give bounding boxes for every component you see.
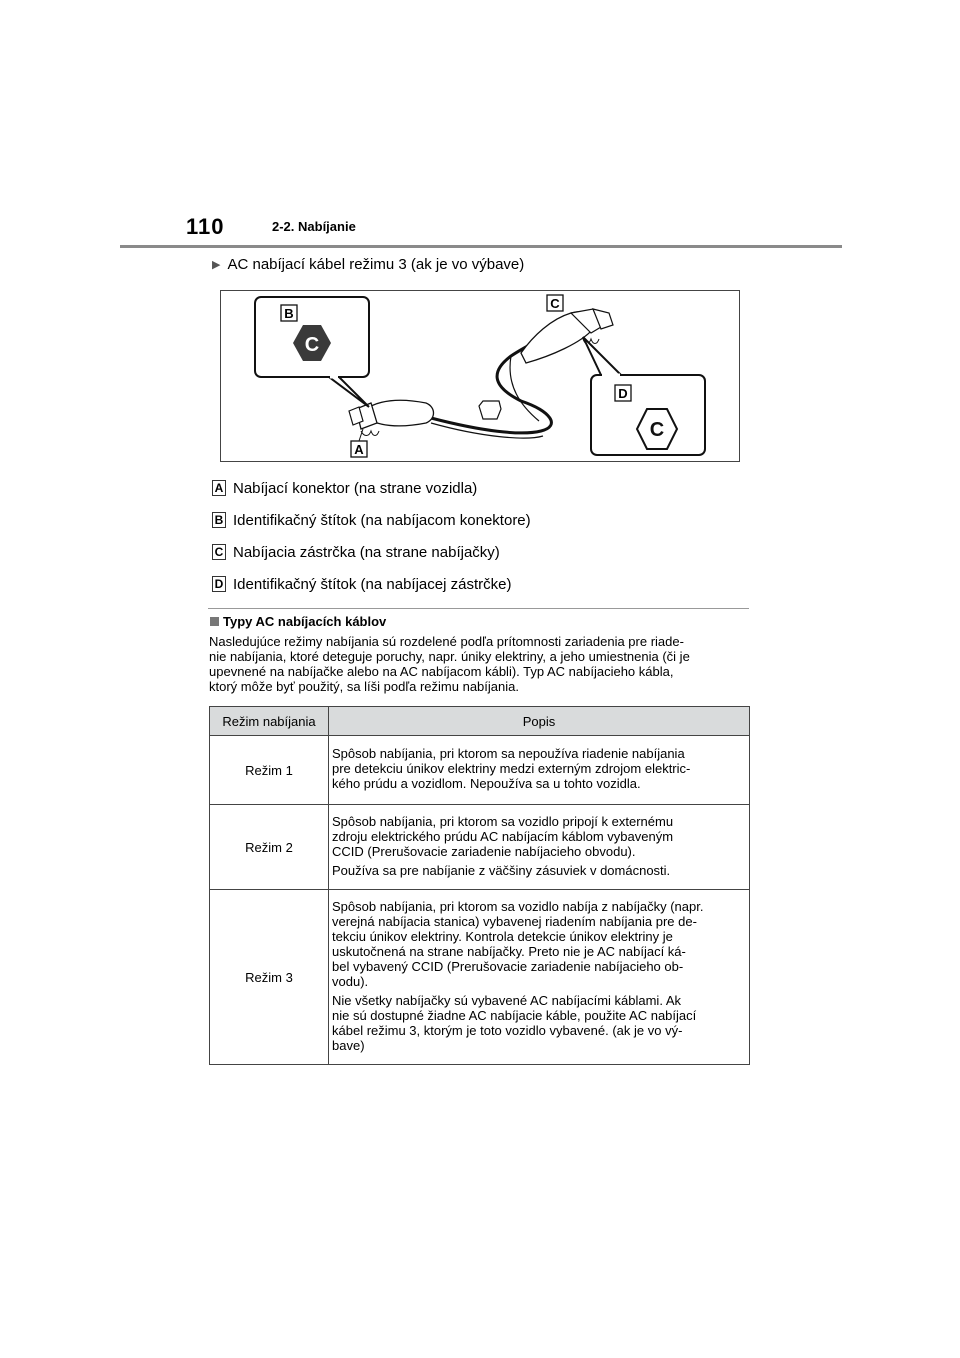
intro-line: nie nabíjania, ktoré deteguje poruchy, napr. úniky elektriny, a jeho umiestnenia (či je (209, 649, 690, 664)
text-line: Nie všetky nabíjačky sú vybavené AC nabíjacími káblami. Ak (332, 992, 681, 1008)
svg-text:A: A (354, 442, 364, 457)
table-header-row (210, 707, 750, 736)
subsection-divider (208, 608, 749, 609)
section-heading-text: AC nabíjací kábel režimu 3 (ak je vo výbave) (227, 256, 525, 273)
table-row (210, 736, 750, 805)
column-header-description: Popis (329, 707, 750, 736)
subsection-heading (210, 614, 386, 629)
charging-modes-table (209, 706, 750, 1065)
description-cell (329, 890, 750, 1065)
intro-line: upevnené na nabíjačke alebo na AC nabíjacom kábli). Typ AC nabíjacieho kábla, (209, 664, 674, 679)
text-line: zdroju elektrického prúdu AC nabíjacím káblom vybaveným (332, 828, 674, 844)
text-line: pre detekciu únikov elektriny medzi externým zdrojom elektric- (332, 761, 691, 776)
legend-list (212, 472, 752, 600)
mode-cell: Režim 3 (210, 890, 329, 1065)
legend-item (212, 504, 752, 536)
text-line: Spôsob nabíjania, pri ktorom sa nepoužíva riadenie nabíjania (332, 746, 685, 761)
legend-key: A (212, 480, 226, 496)
legend-item (212, 472, 752, 504)
triangle-bullet-icon: ▶ (212, 259, 221, 271)
text-line: uskutočnená na strane nabíjačky. Preto nie je AC nabíjací ká- (332, 943, 686, 959)
header-divider (120, 245, 842, 248)
text-line: bel vybavený CCID (Prerušovacie zariadenie nabíjacieho ob- (332, 958, 684, 974)
section-heading (212, 256, 524, 273)
svg-text:C: C (550, 296, 560, 311)
text-line: Používa sa pre nabíjanie z väčšiny zásuviek v domácnosti. (332, 862, 671, 878)
description-cell (329, 805, 750, 890)
text-line: kého prúdu a vozidlom. Nepoužíva sa u tohto vozidla. (332, 776, 641, 791)
table-row (210, 890, 750, 1065)
vehicle-connector-icon (349, 400, 434, 435)
text-line: vodu). (332, 973, 369, 989)
subsection-title: Typy AC nabíjacích káblov (223, 614, 387, 629)
svg-text:B: B (284, 306, 294, 321)
description-paragraph (332, 746, 745, 791)
description-paragraph (332, 993, 745, 1053)
text-line: Spôsob nabíjania, pri ktorom sa vozidlo pripojí k externému (332, 813, 674, 829)
charging-cable-illustration (220, 290, 740, 462)
svg-text:C: C (649, 419, 665, 441)
legend-key: D (212, 576, 226, 592)
legend-item (212, 568, 752, 600)
svg-text:C: C (304, 334, 320, 356)
mode-cell: Režim 1 (210, 736, 329, 805)
description-cell (329, 736, 750, 805)
intro-line: ktorý môže byť použitý, sa líši podľa režimu nabíjania. (209, 679, 519, 694)
legend-text: Identifikačný štítok (na nabíjacej zástrčke) (233, 575, 512, 593)
legend-item (212, 536, 752, 568)
svg-text:D: D (618, 386, 628, 401)
text-line: bave) (332, 1037, 365, 1053)
text-line: tekciu únikov elektriny. Kontrola detekcie únikov elektriny je (332, 928, 673, 944)
square-bullet-icon (210, 617, 219, 626)
illustration-svg (221, 291, 739, 461)
text-line: kábel režimu 3, ktorým je toto vozidlo vybavené. (ak je vo vý- (332, 1022, 683, 1038)
mode-cell: Režim 2 (210, 805, 329, 890)
text-line: CCID (Prerušovacie zariadenie nabíjacieho obvodu). (332, 843, 636, 859)
table-row (210, 805, 750, 890)
legend-key: B (212, 512, 226, 528)
legend-text: Nabíjacia zástrčka (na strane nabíjačky) (233, 543, 500, 561)
legend-key: C (212, 544, 226, 560)
description-paragraph (332, 814, 745, 859)
page-number: 110 (186, 214, 225, 239)
column-header-mode: Režim nabíjania (210, 707, 329, 736)
description-paragraph (332, 899, 745, 989)
intro-paragraph (209, 634, 754, 694)
text-line: nie sú dostupné žiadne AC nabíjacie káble, použite AC nabíjací (332, 1007, 697, 1023)
section-title: 2-2. Nabíjanie (272, 219, 356, 234)
description-paragraph (332, 863, 745, 878)
intro-line: Nasledujúce režimy nabíjania sú rozdelené podľa prítomnosti zariadenia pre riade- (209, 634, 684, 649)
legend-text: Nabíjací konektor (na strane vozidla) (233, 479, 478, 497)
text-line: Spôsob nabíjania, pri ktorom sa vozidlo nabíja z nabíjačky (napr. (332, 898, 704, 914)
text-line: verejná nabíjacia stanica) vybavenej riadením nabíjania pre de- (332, 913, 697, 929)
legend-text: Identifikačný štítok (na nabíjacom konektore) (233, 511, 531, 529)
